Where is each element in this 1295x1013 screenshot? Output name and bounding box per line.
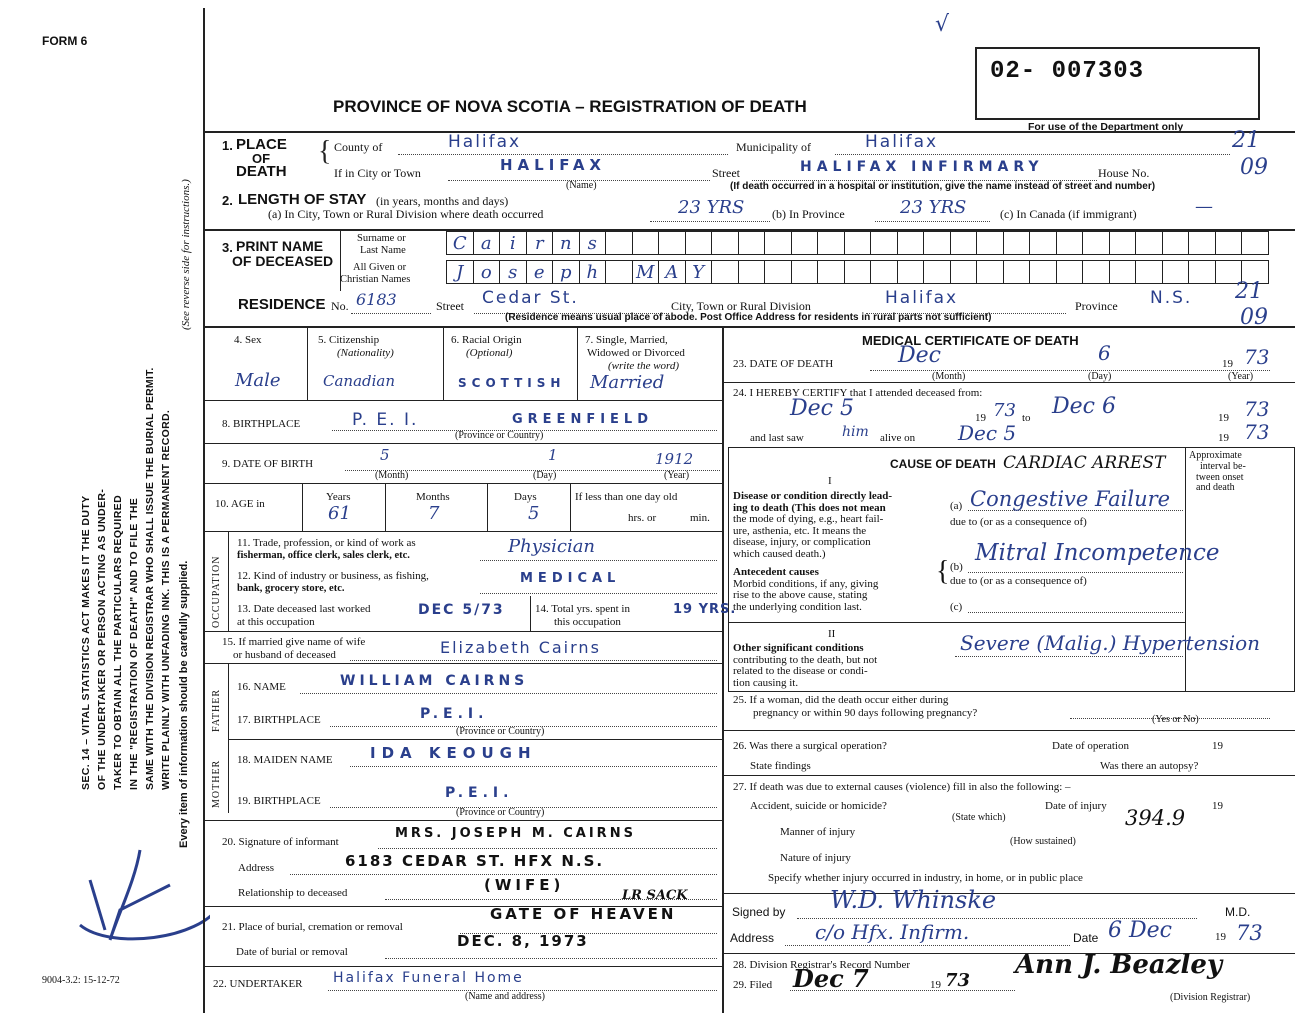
other-conditions-value: Severe (Malig.) Hypertension — [960, 631, 1261, 655]
racial-value: SCOTTISH — [458, 376, 566, 390]
name-char-box: J — [446, 260, 474, 284]
mother-name-value: IDA KEOUGH — [370, 744, 537, 762]
direct-label-line: ing to death (This does not mean — [733, 501, 886, 514]
cause-of-death-title: CAUSE OF DEATH — [890, 457, 996, 471]
name-char-box: e — [526, 260, 554, 284]
name-char-box — [897, 260, 925, 284]
name-char-box: M — [632, 260, 660, 284]
name-char-box — [711, 231, 739, 255]
stay-province-value: 23 YRS — [900, 197, 967, 218]
registrar-signature: Ann J. Beazley — [1015, 950, 1223, 980]
trade-value: Physician — [508, 536, 596, 557]
birthplace-province: P. E. I. — [352, 410, 419, 430]
side-note-italic: (See reverse side for instructions.) — [180, 179, 192, 330]
name-char-box: r — [526, 231, 554, 255]
name-char-box — [632, 231, 660, 255]
check-mark-icon — [50, 830, 210, 960]
place-note: (If death occurred in a hospital or institution, give the name instead of street and number) — [730, 181, 1156, 192]
name-char-box — [817, 260, 845, 284]
county-value: Halifax — [448, 132, 522, 152]
name-char-box: s — [499, 260, 527, 284]
name-char-box: a — [473, 231, 501, 255]
side-note-2: OF THE UNDERTAKER OR PERSON ACTING AS UNDER- — [96, 488, 108, 790]
other-label-line: tion causing it. — [733, 676, 799, 689]
burial-place-value: GATE OF HEAVEN — [490, 905, 677, 923]
father-name-value: WILLIAM CAIRNS — [340, 673, 529, 689]
residence-code-1: 21 — [1235, 279, 1263, 304]
name-char-box — [870, 260, 898, 284]
signed-date: 6 Dec — [1108, 918, 1172, 943]
other-label-line: contributing to the death, but not — [733, 653, 878, 666]
house-code: 09 — [1240, 155, 1268, 180]
street-value: HALIFAX INFIRMARY — [800, 159, 1044, 175]
name-char-box — [897, 231, 925, 255]
cause-a-line-2: Congestive Failure — [970, 487, 1171, 511]
name-char-box — [658, 231, 686, 255]
name-char-box — [1003, 231, 1031, 255]
name-char-box — [844, 231, 872, 255]
print-code: 9004-3.2: 15-12-72 — [42, 975, 120, 986]
physician-address: c/o Hfx. Infirm. — [815, 920, 970, 944]
other-label-line: related to the disease or condi- — [733, 665, 868, 677]
place-label: PLACE — [236, 136, 287, 153]
dob-year: 1912 — [655, 450, 694, 468]
age-days: 5 — [528, 503, 540, 524]
name-char-box — [738, 231, 766, 255]
name-char-box: C — [446, 231, 474, 255]
side-note-3: TAKER TO OBTAIN ALL THE PARTICULARS REQUIRED — [112, 494, 124, 790]
dob-month: 5 — [380, 446, 390, 464]
other-label-line: Other significant conditions — [733, 642, 864, 654]
residence-city: Halifax — [885, 288, 959, 308]
form-label: FORM 6 — [42, 34, 88, 48]
residence-label: RESIDENCE — [238, 296, 326, 313]
antecedent-label-line: Antecedent causes — [733, 566, 819, 578]
burial-date-value: DEC. 8, 1973 — [457, 932, 589, 950]
antecedent-label-line: rise to the above cause, stating — [733, 589, 868, 601]
name-char-box: n — [552, 231, 580, 255]
antecedent-label-line: the underlying condition last. — [733, 600, 862, 613]
name-char-box — [1162, 260, 1190, 284]
name-char-box — [764, 231, 792, 255]
name-char-box — [1215, 231, 1243, 255]
name-char-box — [791, 260, 819, 284]
residence-code-2: 09 — [1240, 305, 1268, 330]
direct-label-line: the mode of dying, e.g., heart fail- — [733, 513, 884, 525]
residence-number: 6183 — [356, 290, 397, 309]
attended-from-year: 73 — [993, 400, 1016, 421]
residence-street: Cedar St. — [482, 288, 579, 308]
name-char-box — [1029, 260, 1057, 284]
name-char-box: i — [499, 231, 527, 255]
page-title: PROVINCE OF NOVA SCOTIA – REGISTRATION OF DEATH — [333, 97, 807, 116]
side-note-1: SEC. 14 – VITAL STATISTICS ACT MAKES IT THE DUTY — [80, 495, 92, 790]
name-char-box — [1003, 260, 1031, 284]
residence-province: N.S. — [1150, 288, 1193, 308]
father-birthplace-value: P.E.I. — [420, 706, 489, 722]
name-char-box — [738, 260, 766, 284]
cause-a-line-1: CARDIAC ARREST — [1003, 453, 1166, 473]
birthplace-town: GREENFIELD — [512, 412, 653, 427]
informant-signature: MRS. JOSEPH M. CAIRNS — [395, 826, 636, 841]
name-char-box — [1188, 260, 1216, 284]
sex-value: Male — [235, 370, 281, 391]
direct-label-line: disease, injury, or complication — [733, 536, 871, 548]
medical-certificate-title: MEDICAL CERTIFICATE OF DEATH — [862, 333, 1079, 348]
citizenship-value: Canadian — [323, 372, 396, 390]
registration-number: 02- 007303 — [990, 58, 1145, 85]
name-char-box — [711, 260, 739, 284]
filed-date: Dec 7 — [793, 964, 869, 993]
city-value: HALIFAX — [500, 156, 607, 174]
name-char-box — [1162, 231, 1190, 255]
name-char-box — [976, 231, 1004, 255]
name-char-box — [605, 260, 633, 284]
antecedent-label-line: Morbid conditions, if any, giving — [733, 577, 879, 590]
filed-year: 73 — [945, 970, 971, 991]
direct-label-line: which caused death.) — [733, 547, 826, 560]
death-day: 6 — [1098, 341, 1111, 365]
municipality-value: Halifax — [865, 132, 939, 152]
name-char-box — [1188, 231, 1216, 255]
name-char-box: Y — [685, 260, 713, 284]
place-code: 21 — [1232, 128, 1260, 153]
name-char-box — [817, 231, 845, 255]
side-note-5: SAME WITH THE DIVISION REGISTRAR WHO SHALL ISSUE THE BURIAL PERMIT. — [144, 367, 156, 790]
name-char-box — [870, 231, 898, 255]
code-394-9: 394.9 — [1125, 806, 1186, 830]
dob-day: 1 — [548, 446, 558, 464]
last-seen-date: Dec 5 — [958, 421, 1017, 445]
name-char-box — [950, 231, 978, 255]
attended-from: Dec 5 — [790, 396, 854, 421]
name-char-box — [605, 231, 633, 255]
name-char-box — [923, 231, 951, 255]
side-note-4: IN THE "REGISTRATION OF DEATH" AND TO FILE THE — [128, 497, 140, 790]
side-note-6: WRITE PLAINLY WITH UNFADING INK. THIS IS A PERMANENT RECORD. — [160, 409, 172, 790]
name-char-box — [1241, 231, 1269, 255]
side-note-bottom: Every item of information should be carefully supplied. — [178, 560, 190, 848]
undertaker-value: Halifax Funeral Home — [333, 970, 524, 986]
name-char-box — [844, 260, 872, 284]
name-char-box — [1056, 260, 1084, 284]
name-char-box — [1109, 260, 1137, 284]
name-char-box — [685, 231, 713, 255]
last-seen-year: 73 — [1244, 420, 1270, 444]
age-years: 61 — [328, 503, 351, 524]
name-char-box: s — [579, 231, 607, 255]
top-check-icon: √ — [935, 12, 950, 37]
print-name-label: PRINT NAME — [236, 238, 324, 254]
name-char-box — [1056, 231, 1084, 255]
attended-to-year: 73 — [1244, 397, 1270, 421]
cause-b-value: Mitral Incompetence — [975, 540, 1220, 566]
physician-signature: W.D. Whinske — [830, 886, 997, 914]
total-years-value: 19 YRS. — [673, 602, 737, 617]
name-char-box — [950, 260, 978, 284]
name-char-box — [1029, 231, 1057, 255]
name-char-box: p — [552, 260, 580, 284]
death-month: Dec — [898, 343, 941, 368]
relationship-value: (WIFE) — [484, 876, 565, 894]
dept-use-caption: For use of the Department only — [1028, 121, 1184, 133]
direct-label-line: Disease or condition directly lead- — [733, 490, 893, 502]
spouse-value: Elizabeth Cairns — [440, 638, 601, 657]
lr-sack-note: LR SACK — [622, 888, 688, 903]
name-char-box — [923, 260, 951, 284]
residence-note: (Residence means usual place of abode. Post Office Address for residents in rural parts not sufficient) — [505, 312, 992, 323]
informant-address: 6183 CEDAR ST. HFX N.S. — [345, 852, 605, 870]
name-char-box: h — [579, 260, 607, 284]
age-months: 7 — [428, 503, 440, 524]
stay-label: LENGTH OF STAY — [238, 191, 367, 208]
name-char-box — [1135, 260, 1163, 284]
death-year: 73 — [1244, 345, 1270, 369]
name-char-box — [764, 260, 792, 284]
mother-birthplace-value: P.E.I. — [445, 785, 514, 801]
stay-canada-value: — — [1195, 196, 1213, 217]
name-char-box — [1109, 231, 1137, 255]
industry-value: MEDICAL — [520, 571, 621, 586]
name-char-box — [791, 231, 819, 255]
name-char-box — [976, 260, 1004, 284]
stay-city-value: 23 YRS — [678, 197, 745, 218]
name-char-box: A — [658, 260, 686, 284]
marital-value: Married — [590, 372, 665, 393]
name-char-box — [1082, 260, 1110, 284]
attended-to: Dec 6 — [1052, 394, 1116, 419]
last-worked-value: DEC 5/73 — [418, 602, 505, 618]
name-char-box — [1082, 231, 1110, 255]
name-char-box — [1135, 231, 1163, 255]
direct-label-line: ure, asthenia, etc. It means the — [733, 524, 867, 537]
name-char-box: o — [473, 260, 501, 284]
signed-year: 73 — [1236, 921, 1263, 945]
